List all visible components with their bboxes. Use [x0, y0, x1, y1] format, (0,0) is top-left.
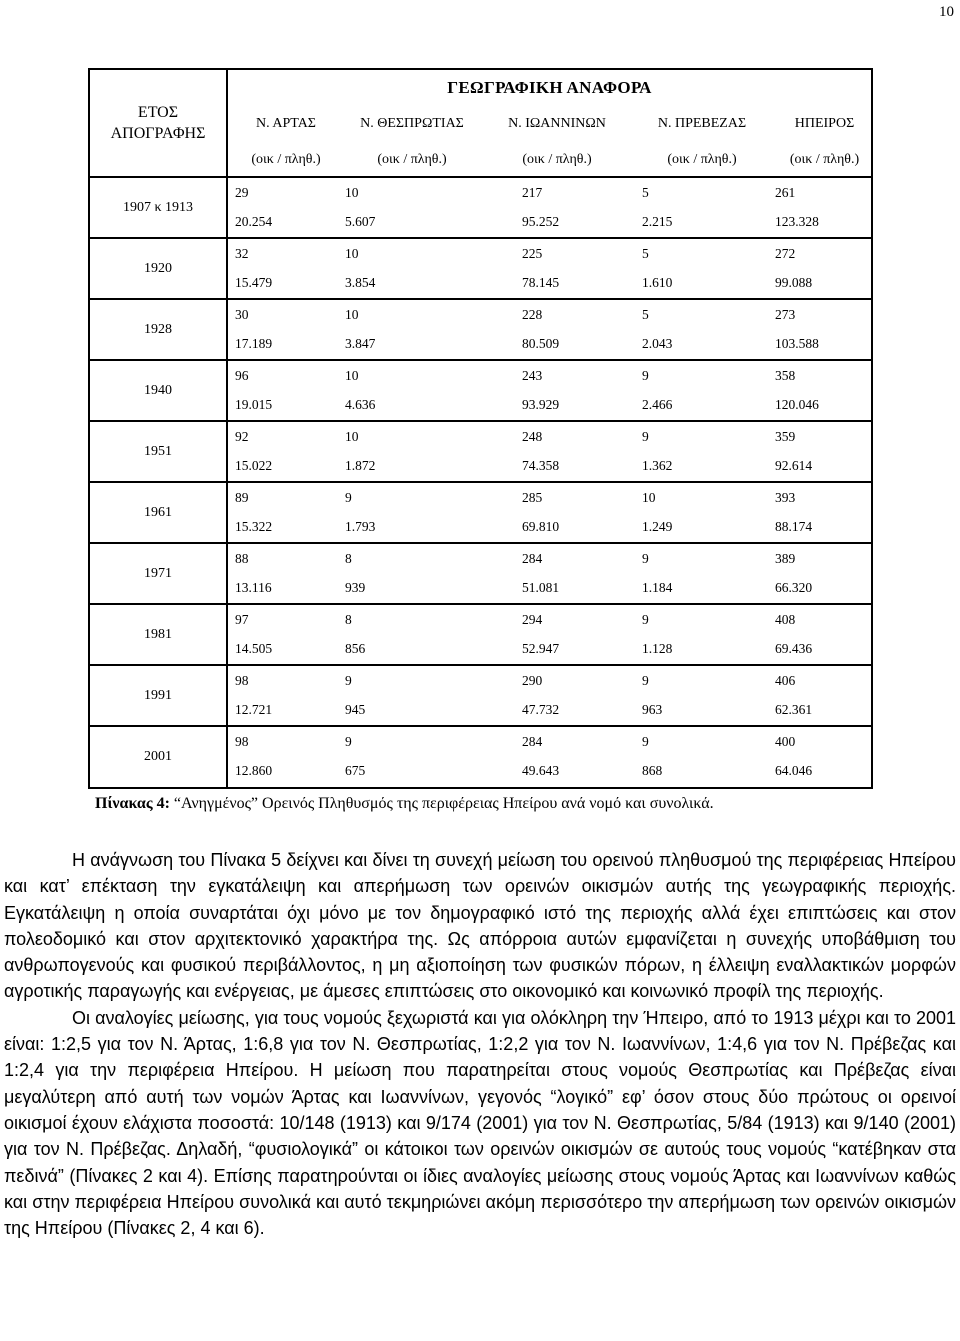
table-cell: 98 — [235, 673, 249, 688]
year-cell: 1907 κ 1913 — [90, 176, 226, 237]
table-cell: 1.249 — [642, 519, 673, 534]
table-cell: 243 — [522, 368, 543, 383]
paragraph-2: Οι αναλογίες μείωσης, για τους νομούς ξεχωριστά και για ολόκληρη την Ήπειρο, από το 1913 μέχρι και το 2001 είναι: 1:2,5 για τον Ν. Άρτας, 1:6,8 για τον Ν. Θεσπρωτίας, 1:2,2 για τον Ν. Ιωαννίνων, 1:4,6 για τον Ν. Πρέβεζας και 1:2,4 για την περιφέρεια Ηπείρου. Η μείωση που παρατηρείται στους νομούς Θεσπρωτίας και Πρέβεζας είναι μεγαλύτερη από αυτή των νομών Άρτας και Ιωαννίνων, γεγονός “λογικό” εφ’ όσον στους δύο πρώτους οι ορεινοί οικισμοί έχουν ελάχιστα ποσοστά: 10/148 (1913) και 9/174 (2001) για τον Ν. Θεσπρωτίας, 5/84 (1913) και 9/140 (2001) για τον Ν. Πρέβεζας. Δηλαδή, “φυσιολογικά” οι κάτοικοι των ορεινών οικισμών σε αυτούς τους νομούς “κατέβηκαν στα πεδινά” (Πίνακες 2 και 4). Επίσης παρατηρούνται οι ίδιες αναλογίες μείωσης στους νομούς Άρτας και Ιωαννίνων καθώς και στην περιφέρεια Ηπείρου συνολικά και αυτό τεκμηριώνει ακόμη περισσότερο την απερήμωση των ορεινών οικισμών της Ηπείρου (Πίνακες 2, 4 και 6). — [4, 1007, 956, 1239]
column-header-ioannina: Ν. ΙΩΑΝΝΙΝΩΝ — [508, 116, 606, 131]
table-cell: 248 — [522, 429, 543, 444]
table-cell: 3.847 — [345, 336, 376, 351]
table-cell: 10 — [345, 246, 359, 261]
table-cell: 5.607 — [345, 214, 376, 229]
table-cell: 69.810 — [522, 519, 560, 534]
table-cell: 10 — [345, 185, 359, 200]
population-row — [228, 519, 871, 537]
table-cell: 359 — [775, 429, 796, 444]
table-cell: 12.721 — [235, 702, 273, 717]
table-cell: 10 — [345, 368, 359, 383]
table-cell: 78.145 — [522, 275, 560, 290]
table-cell: 92.614 — [775, 458, 813, 473]
caption-text: “Ανηγμένος” Ορεινός Πληθυσμός της περιφέρειας Ηπείρου ανά νομό και συνολικά. — [169, 795, 714, 812]
table-cell: 9 — [642, 612, 649, 627]
table-cell: 939 — [345, 580, 366, 595]
table-cell: 9 — [642, 673, 649, 688]
table-row — [228, 664, 871, 725]
population-row — [228, 336, 871, 354]
table-row — [228, 542, 871, 603]
table-cell: 47.732 — [522, 702, 560, 717]
table-cell: 120.046 — [775, 397, 819, 412]
table-cell: 88 — [235, 551, 249, 566]
population-table — [88, 68, 873, 789]
table-cell: 89 — [235, 490, 249, 505]
population-row — [228, 214, 871, 232]
table-cell: 9 — [345, 673, 352, 688]
settlements-row — [228, 185, 871, 203]
year-cell: 1928 — [90, 298, 226, 359]
table-cell: 389 — [775, 551, 796, 566]
table-row — [228, 420, 871, 481]
table-cell: 2.043 — [642, 336, 673, 351]
table-row — [228, 725, 871, 786]
table-cell: 10 — [345, 429, 359, 444]
unit-header: (οικ / πληθ.) — [667, 152, 737, 167]
table-row — [228, 176, 871, 237]
unit-header: (οικ / πληθ.) — [522, 152, 592, 167]
year-cell: 1991 — [90, 664, 226, 725]
table-cell: 400 — [775, 734, 796, 749]
table-cell: 3.854 — [345, 275, 376, 290]
table-cell: 290 — [522, 673, 543, 688]
table-cell: 5 — [642, 246, 649, 261]
column-header-preveza: Ν. ΠΡΕΒΕΖΑΣ — [657, 116, 747, 131]
table-cell: 945 — [345, 702, 366, 717]
table-cell: 225 — [522, 246, 543, 261]
year-column — [90, 70, 228, 787]
table-cell: 9 — [345, 734, 352, 749]
table-cell: 66.320 — [775, 580, 813, 595]
table-cell: 406 — [775, 673, 796, 688]
table-cell: 123.328 — [775, 214, 819, 229]
settlements-row — [228, 368, 871, 386]
table-cell: 1.128 — [642, 641, 673, 656]
table-cell: 1.872 — [345, 458, 376, 473]
table-cell: 15.479 — [235, 275, 273, 290]
table-cell: 51.081 — [522, 580, 560, 595]
table-cell: 9 — [642, 368, 649, 383]
population-row — [228, 397, 871, 415]
table-cell: 103.588 — [775, 336, 819, 351]
table-cell: 408 — [775, 612, 796, 627]
table-title: ΓΕΩΓΡΑΦΙΚΗ ΑΝΑΦΟΡΑ — [447, 78, 652, 97]
settlements-row — [228, 246, 871, 264]
table-cell: 8 — [345, 551, 352, 566]
caption-label: Πίνακας 4: — [95, 795, 170, 812]
table-cell: 17.189 — [235, 336, 273, 351]
table-cell: 2.215 — [642, 214, 673, 229]
year-cell: 1981 — [90, 603, 226, 664]
table-cell: 1.184 — [642, 580, 673, 595]
table-cell: 856 — [345, 641, 366, 656]
table-cell: 52.947 — [522, 641, 560, 656]
table-cell: 80.509 — [522, 336, 560, 351]
table-caption — [95, 795, 714, 813]
table-cell: 29 — [235, 185, 249, 200]
table-cell: 20.254 — [235, 214, 273, 229]
table-cell: 49.643 — [522, 763, 560, 778]
year-cell: 1940 — [90, 359, 226, 420]
table-cell: 96 — [235, 368, 249, 383]
table-cell: 9 — [642, 429, 649, 444]
paragraph-1: Η ανάγνωση του Πίνακα 5 δείχνει και δίνει τη συνεχή μείωση του ορεινού πληθυσμού της περιφέρειας Ηπείρου και κατ’ επέκταση την εγκατάλειψη και απερήμωση των ορεινών οικισμών αυτής της γεωγραφικής περιοχής. Εγκατάλειψη η οποία συναρτάται όχι μόνο με τον δημογραφικό ιστό της περιοχής αλλά έχει επιπτώσεις και στον πολεοδομικό και στον αρχιτεκτονικό χαρακτήρα της. Ως απόρροια αυτών εμφανίζεται η συνεχής υποβάθμιση του ανθρωπογενούς και φυσικού περιβάλλοντος, η μη αξιοποίηση των φυσικών πόρων, η έλλειψη εναλλακτικών μορφών αγροτικής παραγωγής και ενέργειας, με άμεσες επιπτώσεις στο οικονομικό και κοινωνικό προφίλ της περιοχής. — [4, 850, 956, 1002]
table-cell: 284 — [522, 551, 543, 566]
table-cell: 9 — [345, 490, 352, 505]
population-row — [228, 458, 871, 476]
table-cell: 97 — [235, 612, 249, 627]
column-header-epirus: ΗΠΕΙΡΟΣ — [794, 116, 855, 131]
population-row — [228, 275, 871, 293]
table-cell: 93.929 — [522, 397, 560, 412]
table-cell: 10 — [642, 490, 656, 505]
table-cell: 5 — [642, 307, 649, 322]
table-cell: 358 — [775, 368, 796, 383]
year-header-line-1: ΕΤΟΣ — [137, 104, 179, 121]
table-data-area — [228, 70, 871, 787]
settlements-row — [228, 673, 871, 691]
table-cell: 32 — [235, 246, 249, 261]
table-cell: 98 — [235, 734, 249, 749]
table-cell: 13.116 — [235, 580, 272, 595]
table-cell: 14.505 — [235, 641, 273, 656]
table-cell: 284 — [522, 734, 543, 749]
table-cell: 88.174 — [775, 519, 813, 534]
table-cell: 10 — [345, 307, 359, 322]
year-cell: 1920 — [90, 237, 226, 298]
population-row — [228, 702, 871, 720]
table-cell: 9 — [642, 551, 649, 566]
table-row — [228, 481, 871, 542]
population-row — [228, 641, 871, 659]
table-cell: 15.022 — [235, 458, 273, 473]
table-cell: 2.466 — [642, 397, 673, 412]
year-cell: 1961 — [90, 481, 226, 542]
settlements-row — [228, 734, 871, 752]
table-cell: 5 — [642, 185, 649, 200]
year-cell: 1951 — [90, 420, 226, 481]
table-cell: 393 — [775, 490, 796, 505]
table-cell: 217 — [522, 185, 543, 200]
year-header — [90, 70, 226, 176]
table-cell: 963 — [642, 702, 663, 717]
settlements-row — [228, 612, 871, 630]
table-cell: 30 — [235, 307, 249, 322]
table-cell: 675 — [345, 763, 366, 778]
table-cell: 69.436 — [775, 641, 813, 656]
table-cell: 1.362 — [642, 458, 673, 473]
table-cell: 74.358 — [522, 458, 560, 473]
table-cell: 95.252 — [522, 214, 560, 229]
year-cell: 2001 — [90, 725, 226, 786]
table-row — [228, 237, 871, 298]
table-cell: 4.636 — [345, 397, 376, 412]
settlements-row — [228, 307, 871, 325]
year-header-line-2: ΑΠΟΓΡΑΦΗΣ — [110, 125, 206, 142]
table-cell: 12.860 — [235, 763, 273, 778]
table-cell: 99.088 — [775, 275, 813, 290]
settlements-row — [228, 429, 871, 447]
table-cell: 868 — [642, 763, 663, 778]
table-cell: 273 — [775, 307, 796, 322]
column-header-thesprotia: Ν. ΘΕΣΠΡΩΤΙΑΣ — [360, 116, 464, 131]
table-row — [228, 359, 871, 420]
table-cell: 15.322 — [235, 519, 273, 534]
table-cell: 19.015 — [235, 397, 273, 412]
table-cell: 1.793 — [345, 519, 376, 534]
table-cell: 92 — [235, 429, 249, 444]
table-row — [228, 298, 871, 359]
settlements-row — [228, 490, 871, 508]
year-cell: 1971 — [90, 542, 226, 603]
population-row — [228, 580, 871, 598]
page-number: 10 — [939, 4, 954, 20]
table-cell: 272 — [775, 246, 796, 261]
table-cell: 228 — [522, 307, 543, 322]
population-row — [228, 763, 871, 781]
table-cell: 64.046 — [775, 763, 813, 778]
table-cell: 62.361 — [775, 702, 813, 717]
unit-header: (οικ / πληθ.) — [377, 152, 447, 167]
body-text — [4, 847, 956, 1241]
table-cell: 8 — [345, 612, 352, 627]
table-cell: 9 — [642, 734, 649, 749]
column-header-arta: Ν. ΑΡΤΑΣ — [256, 116, 316, 131]
unit-header: (οικ / πληθ.) — [251, 152, 321, 167]
table-cell: 1.610 — [642, 275, 673, 290]
settlements-row — [228, 551, 871, 569]
table-row — [228, 603, 871, 664]
table-cell: 294 — [522, 612, 543, 627]
table-cell: 261 — [775, 185, 796, 200]
unit-header: (οικ / πληθ.) — [789, 152, 860, 167]
table-cell: 285 — [522, 490, 543, 505]
